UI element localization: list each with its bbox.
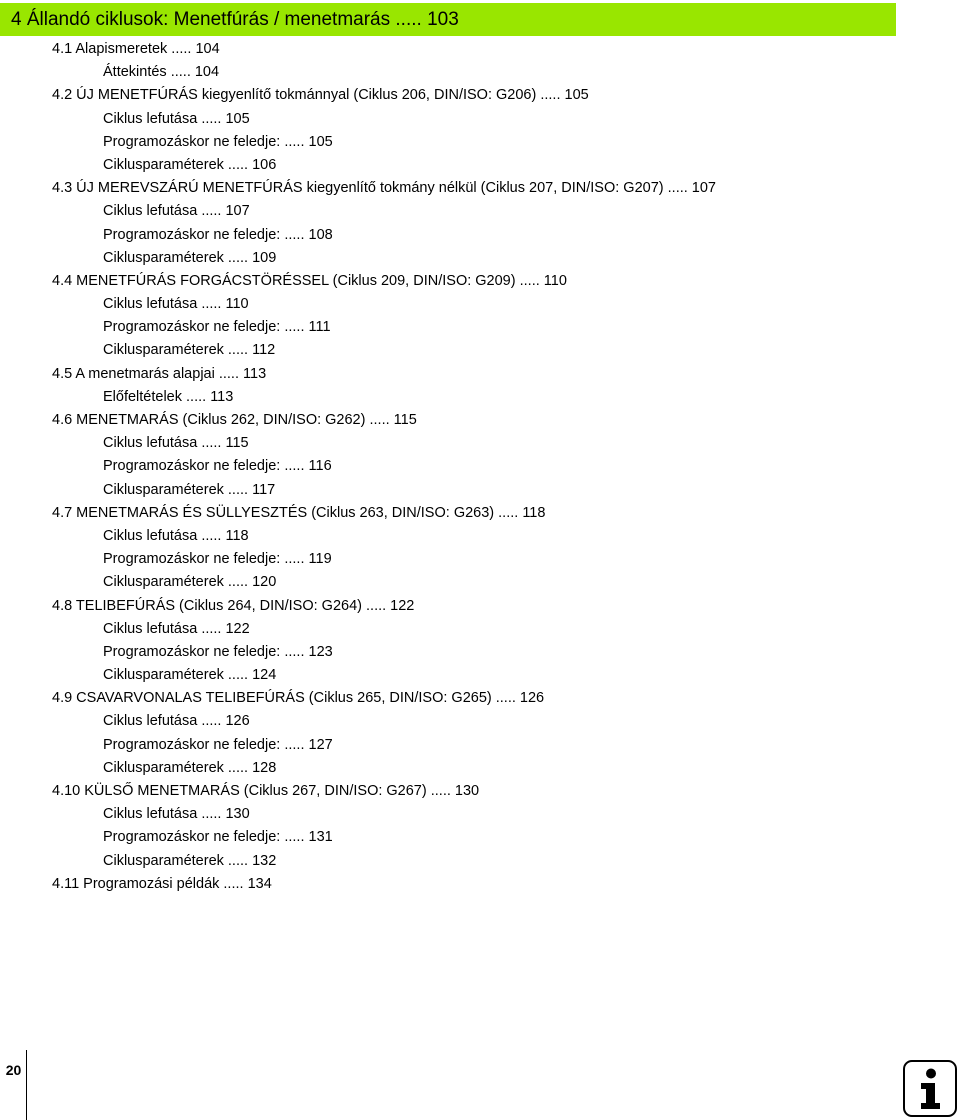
toc-section-entry[interactable]: 4.9 CSAVARVONALAS TELIBEFÚRÁS (Ciklus 265, DIN/ISO: G265) ..... 126	[52, 690, 545, 707]
toc-subsection-entry[interactable]: Programozáskor ne feledje: ..... 108	[103, 226, 333, 243]
toc-subsection-entry[interactable]: Ciklus lefutása ..... 110	[103, 296, 249, 313]
toc-subsection-entry[interactable]: Ciklus lefutása ..... 130	[103, 806, 250, 823]
toc-subsection-entry[interactable]: Programozáskor ne feledje: ..... 127	[103, 736, 333, 753]
toc-section-entry[interactable]: 4.7 MENETMARÁS ÉS SÜLLYESZTÉS (Ciklus 263, DIN/ISO: G263) ..... 118	[52, 504, 546, 521]
toc-subsection-entry[interactable]: Ciklusparaméterek ..... 132	[103, 852, 277, 869]
toc-subsection-entry[interactable]: Ciklusparaméterek ..... 112	[103, 342, 276, 359]
toc-subsection-entry[interactable]: Programozáskor ne feledje: ..... 119	[103, 551, 332, 568]
toc-subsection-entry[interactable]: Programozáskor ne feledje: ..... 111	[103, 319, 331, 336]
toc-section-entry[interactable]: 4.5 A menetmarás alapjai ..... 113	[52, 365, 267, 382]
info-icon	[903, 1060, 957, 1117]
toc-subsection-entry[interactable]: Áttekintés ..... 104	[103, 64, 220, 81]
toc-subsection-entry[interactable]: Ciklus lefutása ..... 107	[103, 203, 250, 220]
toc-subsection-entry[interactable]: Ciklusparaméterek ..... 120	[103, 574, 277, 591]
toc-subsection-entry[interactable]: Ciklusparaméterek ..... 106	[103, 156, 277, 173]
toc-subsection-entry[interactable]: Ciklusparaméterek ..... 117	[103, 481, 276, 498]
page-number: 20	[5, 1062, 22, 1078]
toc-subsection-entry[interactable]: Ciklusparaméterek ..... 128	[103, 759, 277, 776]
toc-subsection-entry[interactable]: Ciklusparaméterek ..... 109	[103, 249, 277, 266]
toc-subsection-entry[interactable]: Programozáskor ne feledje: ..... 116	[103, 458, 332, 475]
toc-section-entry[interactable]: 4.1 Alapismeretek ..... 104	[52, 41, 220, 57]
toc-section-entry[interactable]: 4.10 KÜLSŐ MENETMARÁS (Ciklus 267, DIN/ISO: G267) ..... 130	[52, 783, 480, 799]
toc-subsection-entry[interactable]: Ciklusparaméterek ..... 124	[103, 667, 277, 684]
toc-section-entry[interactable]: 4.3 ÚJ MEREVSZÁRÚ MENETFÚRÁS kiegyenlítő tokmány nélkül (Ciklus 207, DIN/ISO: G207) ..... 107	[52, 180, 716, 197]
toc-subsection-entry[interactable]: Programozáskor ne feledje: ..... 105	[103, 133, 333, 150]
toc-section-entry[interactable]: 4.4 MENETFÚRÁS FORGÁCSTÖRÉSSEL (Ciklus 209, DIN/ISO: G209) ..... 110	[52, 272, 567, 289]
toc-subsection-entry[interactable]: Ciklus lefutása ..... 126	[103, 713, 250, 730]
chapter-heading: 4 Állandó ciklusok: Menetfúrás / menetmarás ..... 103	[0, 3, 896, 36]
toc-subsection-entry[interactable]: Ciklus lefutása ..... 118	[103, 527, 249, 544]
toc-subsection-entry[interactable]: Ciklus lefutása ..... 105	[103, 110, 250, 127]
toc-subsection-entry[interactable]: Ciklus lefutása ..... 115	[103, 435, 249, 452]
toc-section-entry[interactable]: 4.2 ÚJ MENETFÚRÁS kiegyenlítő tokmánnyal (Ciklus 206, DIN/ISO: G206) ..... 105	[52, 87, 589, 104]
page-number-box	[0, 1050, 27, 1120]
table-of-contents	[0, 38, 716, 896]
toc-subsection-entry[interactable]: Ciklus lefutása ..... 122	[103, 620, 250, 637]
toc-subsection-entry[interactable]: Előfeltételek ..... 113	[103, 388, 234, 405]
toc-subsection-entry[interactable]: Programozáskor ne feledje: ..... 123	[103, 643, 333, 660]
toc-section-entry[interactable]: 4.6 MENETMARÁS (Ciklus 262, DIN/ISO: G262) ..... 115	[52, 412, 417, 428]
toc-section-entry[interactable]: 4.8 TELIBEFÚRÁS (Ciklus 264, DIN/ISO: G264) ..... 122	[52, 597, 415, 614]
toc-section-entry[interactable]: 4.11 Programozási példák ..... 134	[52, 875, 272, 892]
toc-subsection-entry[interactable]: Programozáskor ne feledje: ..... 131	[103, 829, 333, 846]
